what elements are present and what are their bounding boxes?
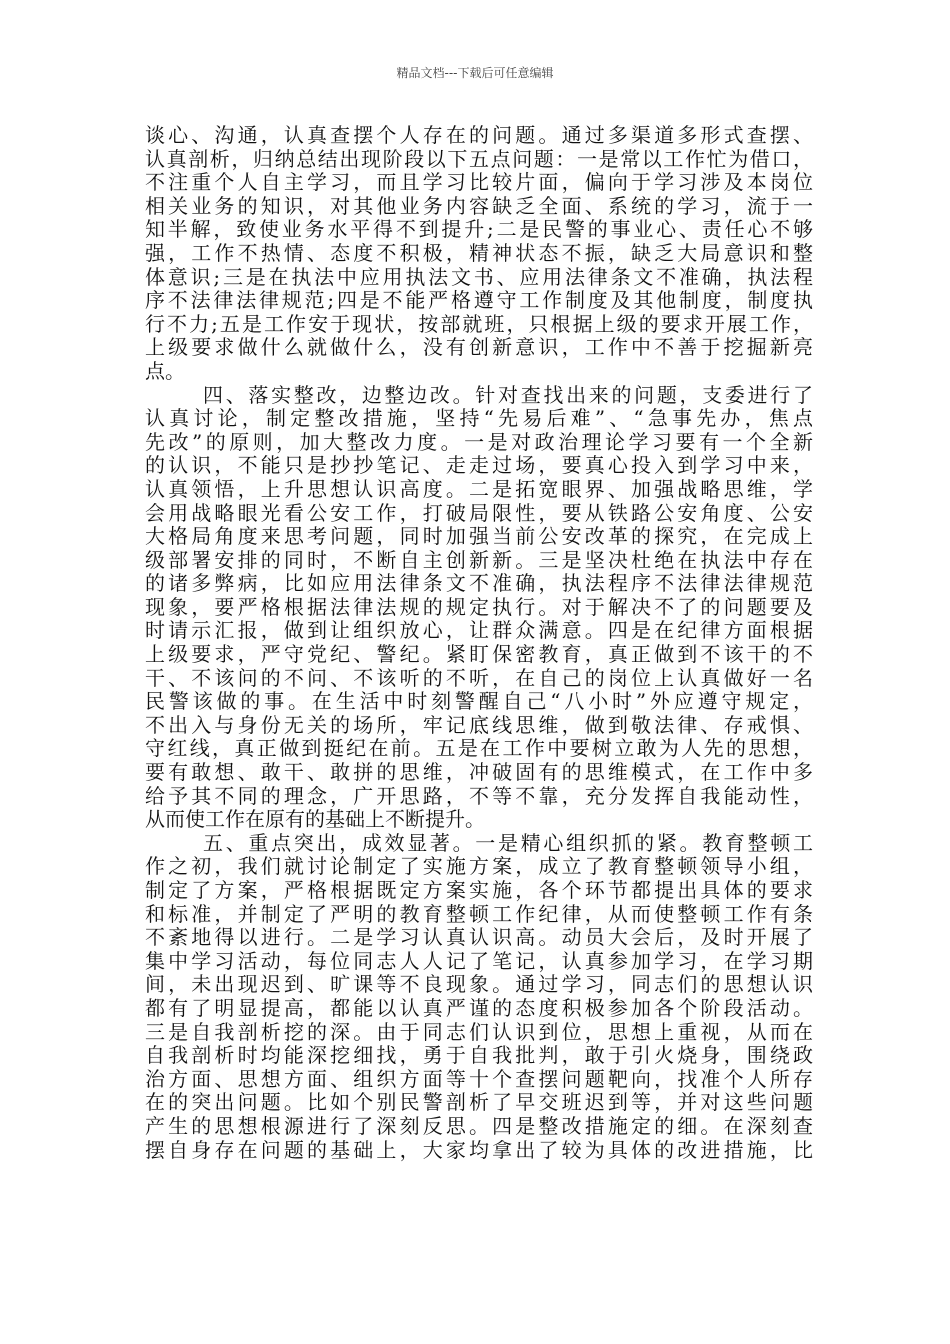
- text-line: 谈心、沟通，认真查摆个人存在的问题。通过多渠道多形式查摆、: [145, 123, 813, 147]
- text-line: 知半解，致使业务水平得不到提升;二是民警的事业心、责任心不够: [145, 217, 813, 242]
- text-line: 自我剖析时均能深挖细找，勇于自我批判，敢于引火烧身，围绕政: [145, 1043, 813, 1068]
- text-line: 行不力;五是工作安于现状，按部就班，只根据上级的要求开展工作，: [145, 311, 813, 336]
- paragraph: [145, 832, 813, 1162]
- text-line: 认真领悟，上升思想认识高度。二是拓宽眼界、加强战略思维，学: [145, 476, 813, 501]
- text-line: 间，未出现迟到、旷课等不良现象。通过学习，同志们的思想认识: [145, 972, 813, 997]
- text-line: 先改”的原则，加大整改力度。一是对政治理论学习要有一个全新: [145, 429, 813, 454]
- page-header: 精品文档---下载后可任意编辑: [396, 66, 554, 80]
- text-line: 干、不该问的不问、不该听的不听，在自己的岗位上认真做好一名: [145, 665, 813, 690]
- text-line: 不注重个人自主学习，而且学习比较片面，偏向于学习涉及本岗位: [145, 170, 813, 195]
- text-line: 上级要求做什么就做什么，没有创新意识，工作中不善于挖掘新亮: [145, 335, 813, 360]
- text-line: 认真讨论，制定整改措施，坚持“先易后难”、“急事先办，焦点: [145, 406, 813, 431]
- text-line: 民警该做的事。在生活中时刻警醒自己“八小时”外应遵守规定，: [145, 689, 813, 714]
- text-line: 会用战略眼光看公安工作，打破局限性，要从铁路公安角度、公安: [145, 500, 813, 525]
- document-body: [145, 124, 813, 1162]
- text-line: 体意识;三是在执法中应用执法文书、应用法律条文不准确，执法程: [145, 264, 813, 289]
- text-line: 和标准，并制定了严明的教育整顿工作纪律，从而使整顿工作有条: [145, 901, 813, 926]
- text-line: 不紊地得以进行。二是学习认真认识高。动员大会后，及时开展了: [145, 925, 813, 950]
- text-line: 级部署安排的同时，不断自主创新新。三是坚决杜绝在执法中存在: [145, 547, 813, 572]
- text-line: 作之初，我们就讨论制定了实施方案，成立了教育整顿领导小组，: [145, 854, 813, 879]
- paragraph: [145, 384, 813, 832]
- text-line: 产生的思想根源进行了深刻反思。四是整改措施定的细。在深刻查: [145, 1113, 813, 1138]
- text-line: 现象，要严格根据法律法规的规定执行。对于解决不了的问题要及: [145, 594, 813, 619]
- text-line: 强，工作不热情、态度不积极，精神状态不振，缺乏大局意识和整: [145, 240, 813, 265]
- paragraph: [145, 124, 813, 384]
- text-line: 集中学习活动，每位同志人人记了笔记，认真参加学习，在学习期: [145, 948, 813, 973]
- text-line: 四、落实整改，边整边改。针对查找出来的问题，支委进行了: [203, 382, 813, 407]
- text-line: 点。: [145, 358, 185, 383]
- text-line: 给予其不同的理念，广开思路，不等不靠，充分发挥自我能动性，: [145, 783, 813, 808]
- text-line: 守红线，真正做到挺纪在前。五是在工作中要树立敢为人先的思想，: [145, 736, 813, 761]
- text-line: 摆自身存在问题的基础上，大家均拿出了较为具体的改进措施，比: [145, 1137, 813, 1162]
- text-line: 从而使工作在原有的基础上不断提升。: [145, 807, 485, 832]
- text-line: 不出入与身份无关的场所，牢记底线思维，做到敬法律、存戒惧、: [145, 712, 813, 737]
- text-line: 在的突出问题。比如个别民警剖析了早交班迟到等，并对这些问题: [145, 1090, 813, 1115]
- text-line: 五、重点突出，成效显著。一是精心组织抓的紧。教育整顿工: [203, 830, 813, 855]
- text-line: 治方面、思想方面、组织方面等十个查摆问题靶向，找准个人所存: [145, 1066, 813, 1091]
- text-line: 都有了明显提高，都能以认真严谨的态度积极参加各个阶段活动。: [145, 995, 813, 1020]
- text-line: 上级要求，严守党纪、警纪。紧盯保密教育，真正做到不该干的不: [145, 642, 813, 667]
- text-line: 的诸多弊病，比如应用法律条文不准确，执法程序不法律法律规范: [145, 571, 813, 596]
- text-line: 三是自我剖析挖的深。由于同志们认识到位，思想上重视，从而在: [145, 1019, 813, 1044]
- text-line: 大格局角度来思考问题，同时加强当前公安改革的探究，在完成上: [145, 524, 813, 549]
- text-line: 序不法律法律规范;四是不能严格遵守工作制度及其他制度，制度执: [145, 288, 813, 313]
- text-line: 制定了方案，严格根据既定方案实施，各个环节都提出具体的要求: [145, 878, 813, 902]
- text-line: 相关业务的知识，对其他业务内容缺乏全面、系统的学习，流于一: [145, 193, 813, 218]
- text-line: 时请示汇报，做到让组织放心，让群众满意。四是在纪律方面根据: [145, 618, 813, 643]
- text-line: 的认识，不能只是抄抄笔记、走走过场，要真心投入到学习中来，: [145, 453, 813, 478]
- text-line: 认真剖析，归纳总结出现阶段以下五点问题：一是常以工作忙为借口，: [145, 146, 813, 171]
- text-line: 要有敢想、敢干、敢拼的思维，冲破固有的思维模式，在工作中多: [145, 760, 813, 785]
